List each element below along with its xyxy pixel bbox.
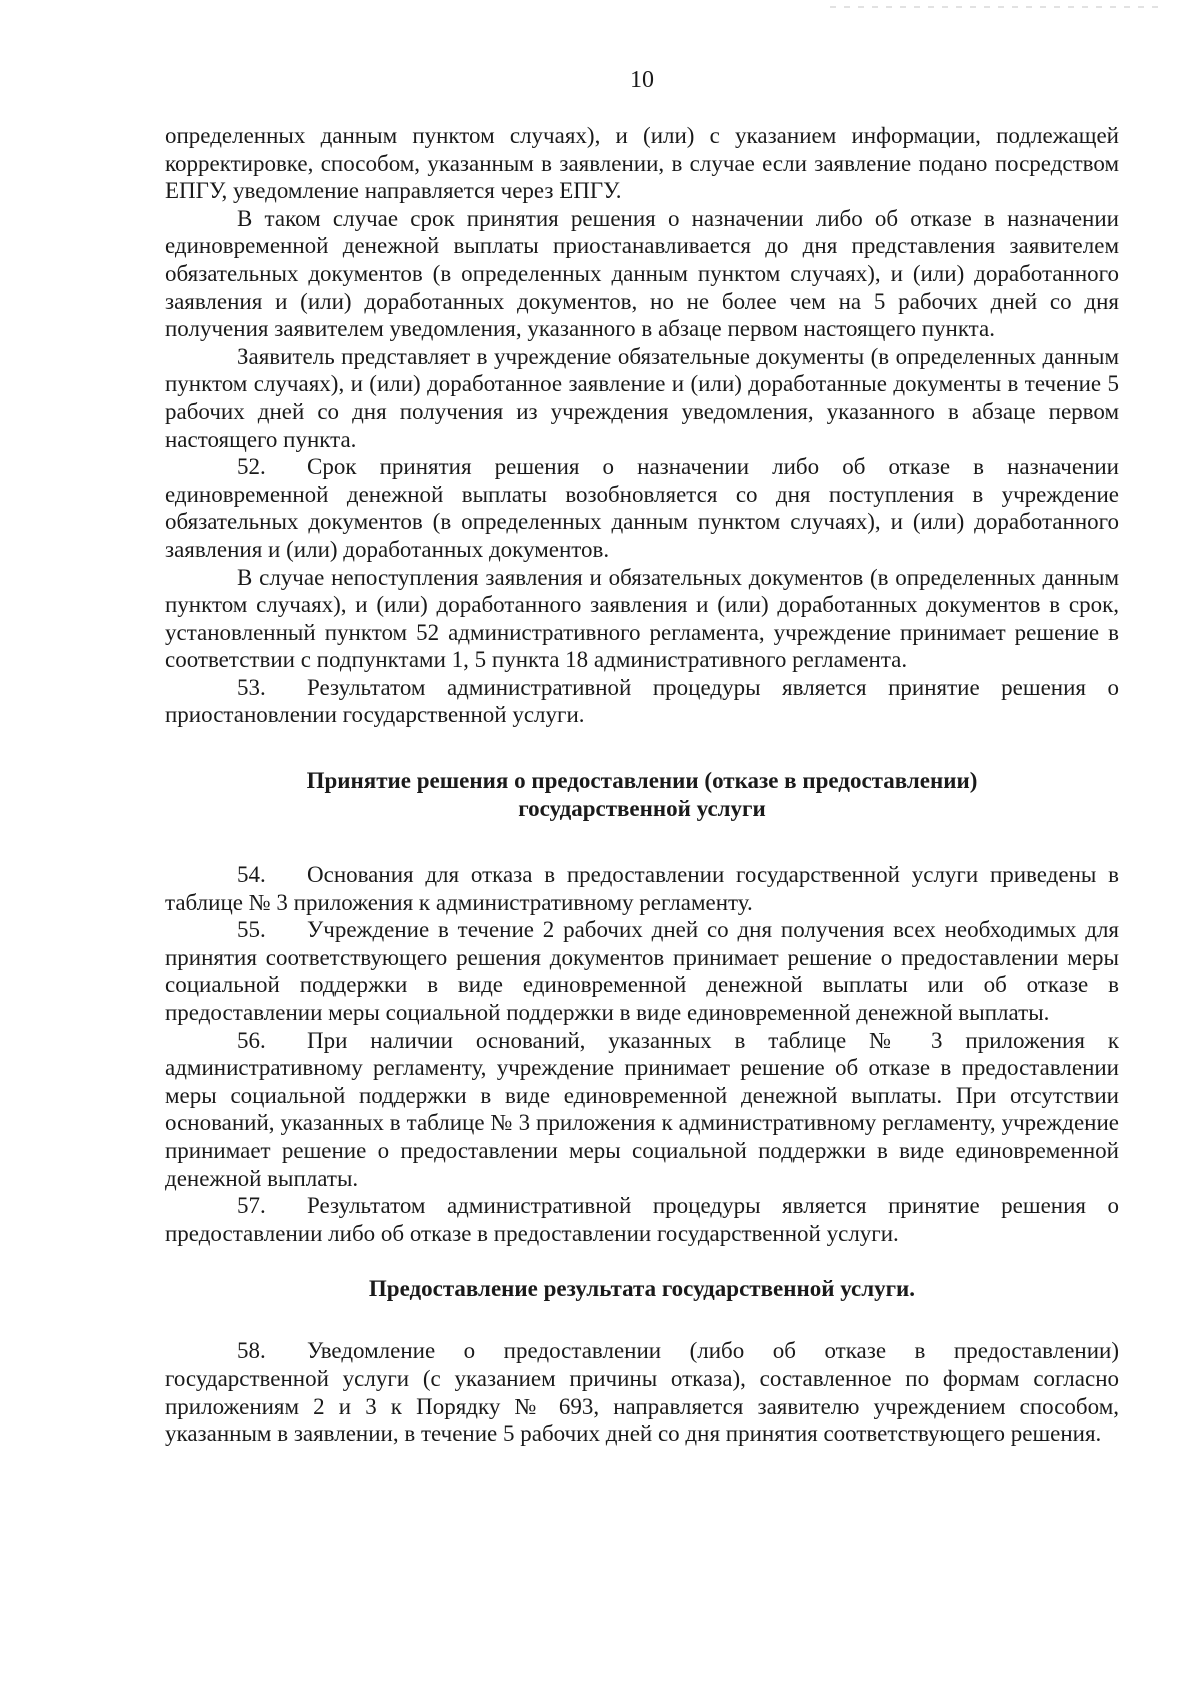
clause-number: 57.: [237, 1193, 266, 1219]
paragraph-56: [165, 1027, 1119, 1193]
section-heading-result: [165, 1275, 1119, 1303]
paragraph-53: [165, 674, 1119, 729]
paragraph-55: [165, 916, 1119, 1026]
paragraph-text: Учреждение в течение 2 рабочих дней со дня получения всех необходимых для принятия соответствующего решения документов принимает решение о предоставлении меры социальной поддержки в виде единовременной денежной выплаты или об отказе в предоставлении меры социальной поддержки в виде единовременной денежной выплаты.: [165, 917, 1119, 1026]
paragraph-57: [165, 1192, 1119, 1247]
paragraph: [165, 343, 1119, 453]
paragraph-text: В случае непоступления заявления и обязательных документов (в определенных данным пунктом случаях), и (или) доработанного заявления и (или) доработанных документов в срок, установленный пунктом 52 административного регламента, учреждение принимает решение в соответствии с подпунктами 1, 5 пункта 18 административного регламента.: [165, 564, 1119, 673]
clause-number: 58.: [237, 1338, 266, 1364]
paragraph: [165, 564, 1119, 674]
clause-number: 53.: [237, 674, 266, 700]
paragraph-52: [165, 453, 1119, 563]
paragraph-text: Заявитель представляет в учреждение обязательные документы (в определенных данным пунктом случаях), и (или) доработанное заявление и (или) доработанные документы в течение 5 рабочих дней со дня получения из учреждения уведомления, указанного в абзаце первом настоящего пункта.: [165, 343, 1119, 452]
page-number: 10: [630, 67, 654, 93]
section-heading-line: Принятие решения о предоставлении (отказе в предоставлении): [306, 768, 978, 794]
clause-number: 52.: [237, 454, 266, 480]
paragraph-text: В таком случае срок принятия решения о назначении либо об отказе в назначении единовременной денежной выплаты приостанавливается до дня представления заявителем обязательных документов (в определенных данным пунктом случаях), и (или) доработанного заявления и (или) доработанных документов, но не более чем на 5 рабочих дней со дня получения заявителем уведомления, указанного в абзаце первом настоящего пункта.: [165, 205, 1119, 342]
paragraph: [165, 205, 1119, 343]
paragraph-54: [165, 861, 1119, 916]
paragraph-text: Результатом административной процедуры является принятие решения о предоставлении либо об отказе в предоставлении государственной услуги.: [165, 1193, 1119, 1246]
paragraph-text: Срок принятия решения о назначении либо об отказе в назначении единовременной денежной выплаты возобновляется со дня поступления в учреждение обязательных документов (в определенных данным пунктом случаях), и (или) доработанного заявления и (или) доработанных документов.: [165, 454, 1119, 562]
section-heading-line: Предоставление результата государственной услуги.: [368, 1276, 916, 1302]
paragraph-text: При наличии оснований, указанных в таблице № 3 приложения к административному регламенту, учреждение принимает решение об отказе в предоставлении меры социальной поддержки в виде единовременной денежной выплаты. При отсутствии оснований, указанных в таблице № 3 приложения к административному регламенту, учреждение принимает решение о предоставлении меры социальной поддержки в виде единовременной денежной выплаты.: [165, 1027, 1119, 1191]
section-heading-decision: [165, 767, 1119, 823]
section-heading-line: государственной услуги: [518, 796, 766, 822]
paragraph-continuation: [165, 122, 1119, 205]
paragraph-text: Основания для отказа в предоставлении государственной услуги приведены в таблице № 3 приложения к административному регламенту.: [165, 862, 1119, 915]
paragraph-text: Уведомление о предоставлении (либо об отказе в предоставлении) государственной услуги (с указанием причины отказа), составленное по формам согласно приложениям 2 и 3 к Порядку № 693, направляется заявителю учреждением способом, указанным в заявлении, в течение 5 рабочих дней со дня принятия соответствующего решения.: [165, 1338, 1119, 1447]
paragraph-58: [165, 1337, 1119, 1447]
document-body: [165, 122, 1119, 1448]
document-page: [165, 0, 1119, 1697]
paragraph-text: определенных данным пунктом случаях), и (или) с указанием информации, подлежащей корректировке, способом, указанным в заявлении, в случае если заявление подано посредством ЕПГУ, уведомление направляется через ЕПГУ.: [165, 123, 1119, 204]
clause-number: 54.: [237, 862, 266, 888]
clause-number: 55.: [237, 917, 266, 943]
clause-number: 56.: [237, 1027, 266, 1053]
paragraph-text: Результатом административной процедуры является принятие решения о приостановлении государственной услуги.: [165, 674, 1119, 728]
